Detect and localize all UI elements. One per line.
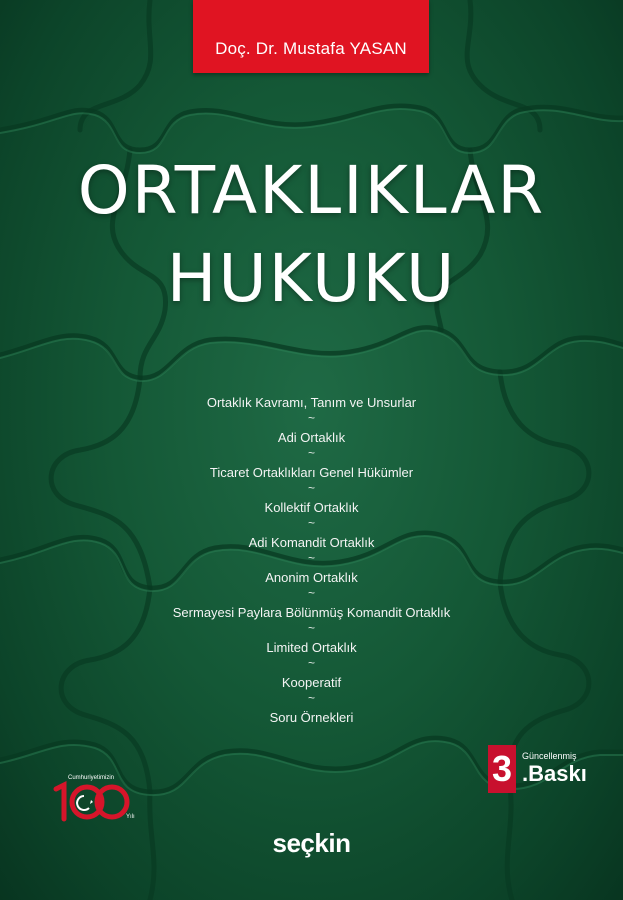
topic-separator: ~	[307, 445, 315, 460]
topic-separator: ~	[307, 410, 315, 425]
topic-item: Anonim Ortaklık	[265, 570, 358, 585]
topic-list	[0, 394, 623, 727]
topic-item: Limited Ortaklık	[266, 640, 357, 655]
topic-item: Adi Ortaklık	[277, 430, 346, 445]
publisher-logo: seçkin	[272, 828, 351, 858]
title-line-1: ORTAKLIKLAR	[77, 152, 546, 229]
topic-separator: ~	[307, 585, 315, 600]
edition-number: 3	[488, 745, 516, 793]
republic-100-logo	[50, 773, 140, 823]
topic-separator: ~	[307, 690, 315, 705]
topic-separator: ~	[307, 480, 315, 495]
topic-separator: ~	[307, 655, 315, 670]
edition-label: .Baskı	[522, 761, 587, 786]
topic-separator: ~	[307, 515, 315, 530]
topic-item: Ticaret Ortaklıkları Genel Hükümler	[209, 465, 414, 480]
title-line-2: HUKUKU	[166, 240, 457, 317]
topic-item: Ortaklık Kavramı, Tanım ve Unsurlar	[206, 395, 417, 410]
author-name: Doç. Dr. Mustafa YASAN	[215, 39, 407, 58]
anniversary-suffix: Yılı	[126, 814, 135, 820]
edition-badge	[488, 745, 608, 795]
topic-item: Soru Örnekleri	[269, 710, 354, 725]
author-box	[193, 0, 429, 73]
topic-separator: ~	[307, 620, 315, 635]
topic-item: Kooperatif	[281, 675, 342, 690]
anniversary-label: Cumhuriyetimizin	[68, 775, 115, 781]
topic-separator: ~	[307, 550, 315, 565]
topic-item: Sermayesi Paylara Bölünmüş Komandit Ortaklık	[172, 605, 451, 620]
edition-updated-label: Güncellenmiş	[522, 751, 577, 761]
topic-item: Adi Komandit Ortaklık	[248, 535, 375, 550]
topic-item: Kollektif Ortaklık	[264, 500, 359, 515]
